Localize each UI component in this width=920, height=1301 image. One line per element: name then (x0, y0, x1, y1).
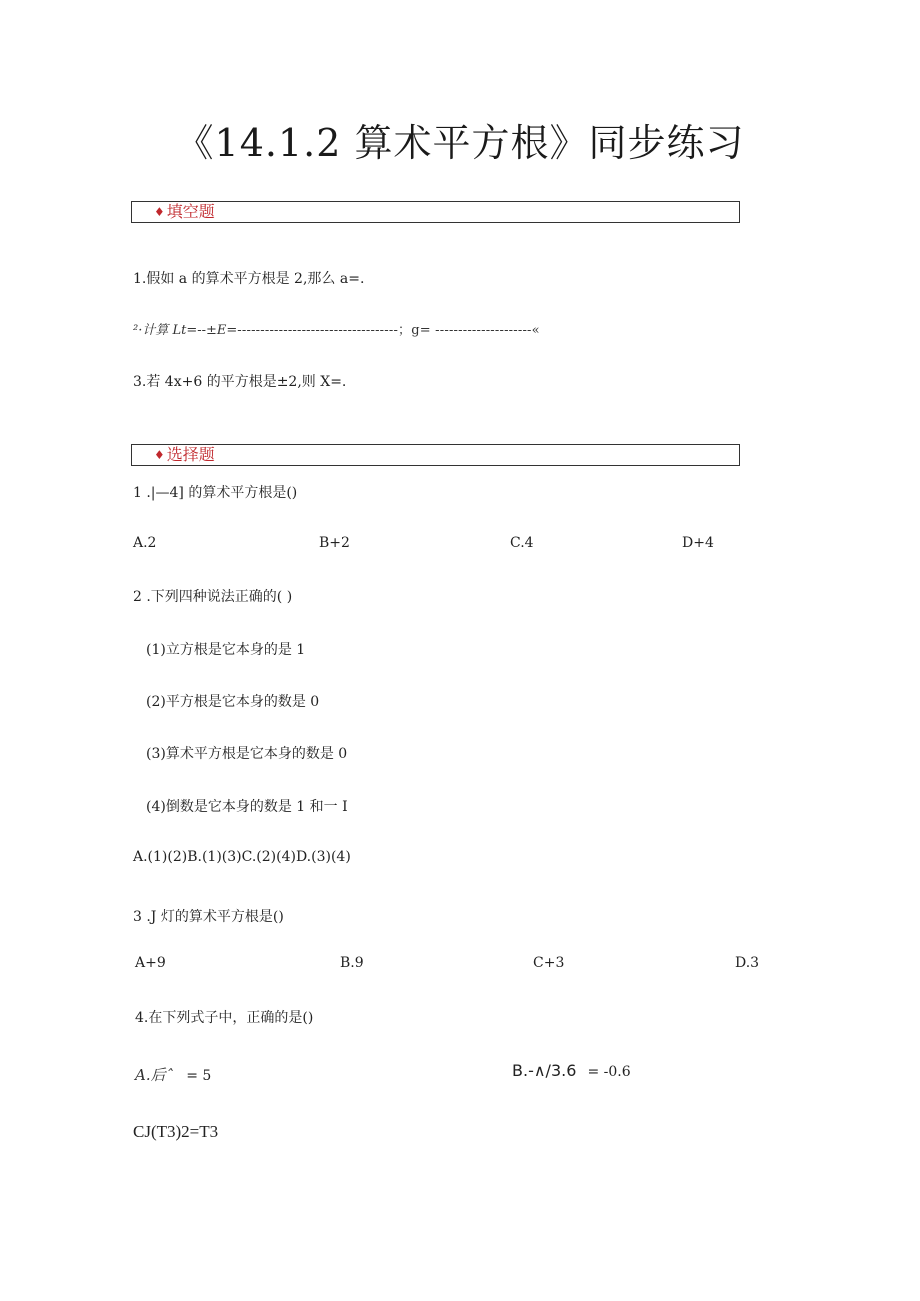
section-header-choice (131, 444, 740, 466)
section-header-fill (131, 201, 740, 223)
choice-question-1-option-d: D+4 (682, 535, 714, 551)
section-label-choice (154, 445, 215, 466)
choice-question-4-option-a-value: = 5 (186, 1068, 212, 1084)
choice-question-1-option-c: C.4 (510, 535, 534, 551)
choice-question-4-option-b (512, 1061, 631, 1080)
choice-question-4-stem: 4.在下列式子中，正确的是() (135, 1010, 314, 1026)
choice-question-4-option-a (135, 1064, 211, 1085)
choice-question-1-option-b: B+2 (319, 535, 350, 551)
page-title: 《14.1.2 算术平方根》同步练习 (175, 121, 745, 165)
fill-question-2 (133, 319, 540, 338)
choice-question-4-option-b-value: = -0.6 (587, 1064, 631, 1080)
choice-question-1-stem: 1 .|—4] 的算术平方根是() (133, 485, 298, 501)
choice-question-3-option-a: A+9 (135, 955, 166, 971)
choice-question-3-option-b: B.9 (340, 955, 364, 971)
choice-question-3-option-d: D.3 (735, 955, 760, 971)
diamond-bullet-icon: ♦ (154, 205, 165, 219)
choice-question-2-options: A.(1)(2)B.(1)(3)C.(2)(4)D.(3)(4) (133, 849, 351, 865)
fill-question-3: 3.若 4x+6 的平方根是±2,则 X=. (133, 374, 347, 390)
choice-question-4-option-a-label: A.后ˆ (135, 1066, 174, 1084)
fill-question-1: 1.假如 a 的算术平方根是 2,那么 a=. (133, 271, 365, 287)
choice-question-2-statement-1: (1)立方根是它本身的是 1 (146, 642, 306, 658)
choice-question-2-statement-2: (2)平方根是它本身的数是 0 (146, 694, 320, 710)
section-title-choice: 选择题 (166, 445, 215, 464)
section-title-fill: 填空题 (166, 202, 215, 221)
choice-question-1-option-a: A.2 (133, 535, 157, 551)
choice-question-2-statement-3: (3)算术平方根是它本身的数是 0 (146, 746, 348, 762)
fill-question-2-blanks: -----------------------------------；g= ---------------------« (237, 323, 540, 338)
choice-question-3-option-c: C+3 (533, 955, 565, 971)
diamond-bullet-icon: ♦ (154, 448, 165, 462)
choice-question-4-option-c: CJ(T3)2=T3 (133, 1122, 219, 1141)
choice-question-2-stem: 2 .下列四种说法正确的( ) (133, 589, 293, 605)
section-label-fill (154, 202, 215, 223)
fill-question-2-prefix: ²·计算 Lt=--±E= (133, 323, 238, 338)
choice-question-2-statement-4: (4)倒数是它本身的数是 1 和一 I (146, 799, 348, 815)
choice-question-3-stem: 3 .J 灯的算术平方根是() (133, 909, 284, 925)
choice-question-4-option-b-label: B.-∧/3.6 (512, 1061, 577, 1080)
